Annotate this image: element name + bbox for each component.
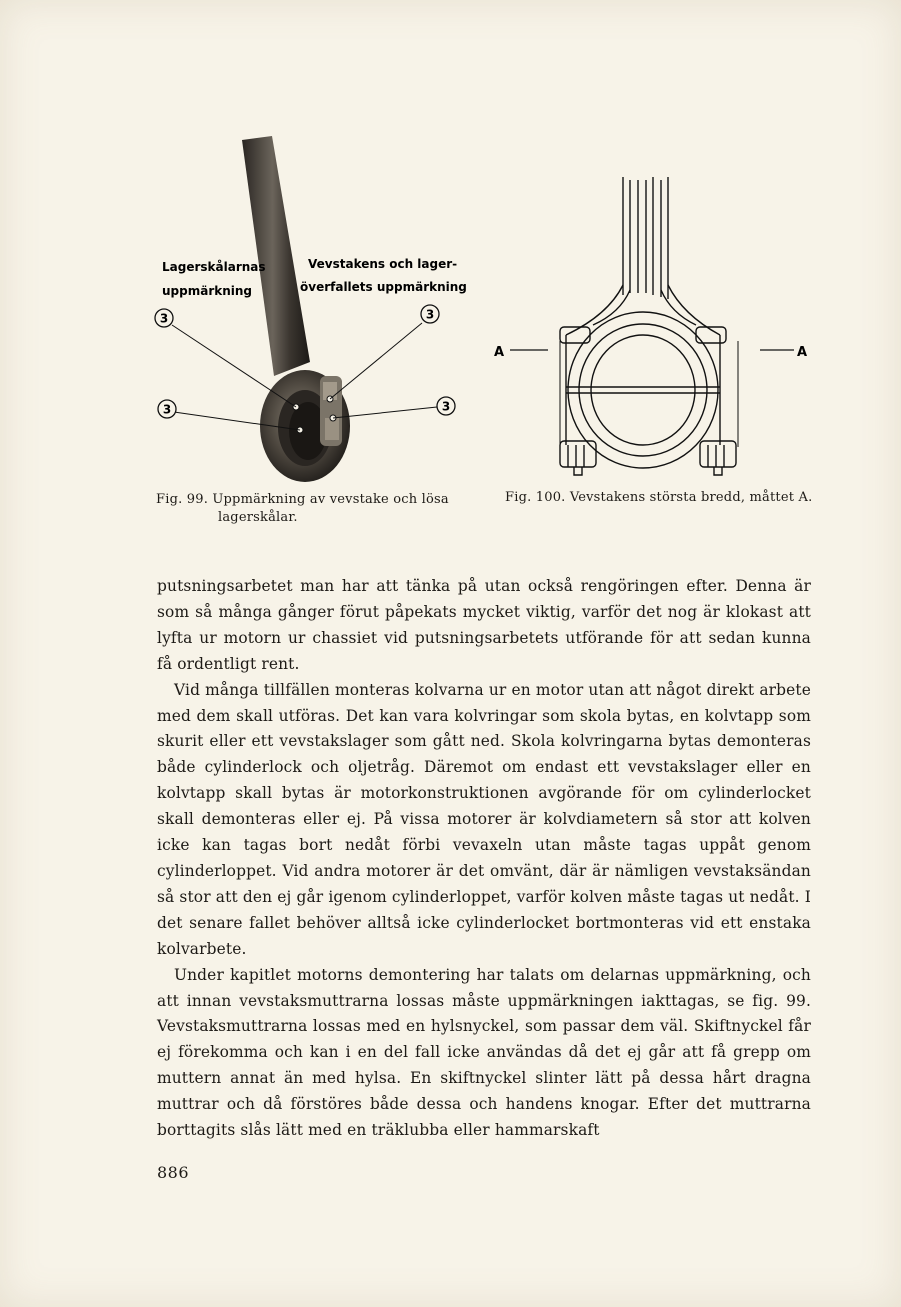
svg-text:3: 3 <box>159 311 169 326</box>
rod-shank <box>242 136 310 376</box>
figure-100-caption: Fig. 100. Vevstakens största bredd, måttet A. <box>505 490 813 505</box>
label-rod-cap-marking-2: överfallets uppmärkning <box>300 280 467 294</box>
label-bearing-shell-marking-2: uppmärkning <box>162 284 253 298</box>
svg-text:3: 3 <box>425 307 435 322</box>
figure-99-caption-line2: lagerskålar. <box>218 510 298 525</box>
figure-100-rod-width-drawing <box>488 175 818 485</box>
callout-marker <box>437 397 455 415</box>
dimension-label-left: A <box>494 345 505 360</box>
paragraph-piston-removal: Vid många tillfällen monteras kolvarna ur en motor utan att något direkt arbete med dem skall utföras. Det kan vara kolvringar som skola bytas, en kolvtapp som skurit eller ett vevstakslager som gått ned. Skola kolvringarna bytas demonteras både cylinderlock och oljetråg. Däremot om endast ett vevstakslager eller en kolvtapp skall bytas är motorkonstruktionen avgörande för om cylinderlocket skall demonteras eller ej. På vissa motorer är kolvdiametern så stor att kolven icke kan tagas bort nedåt förbi vevaxeln utan måste tagas uppåt genom cylinderloppet. Vid andra motorer är det omvänt, där är nämligen vevstaksändan så stor att den ej går igenom cylinderloppet, varför kolven måste tagas ut nedåt. I det senare fallet behöver alltså icke cylinderlocket bortmonteras vid ett enstaka kolvarbete. <box>157 680 811 958</box>
page-number: 886 <box>157 1163 190 1182</box>
callout-marker <box>155 309 173 327</box>
dimension-label-right: A <box>797 345 808 360</box>
callout-marker <box>421 305 439 323</box>
label-bearing-shell-marking: Lagerskålarnas <box>162 260 266 274</box>
svg-text:3: 3 <box>162 402 172 417</box>
callout-marker <box>158 400 176 418</box>
figure-99-caption <box>156 491 466 527</box>
paragraph-rod-nuts: Under kapitlet motorns demontering har talats om delarnas uppmärkning, och att innan vevstaksmuttrarna lossas måste uppmärkningen iakttagas, se fig. 99. Vevstaksmuttrarna lossas med en hylsnyckel, som passar dem väl. Skiftnyckel får ej förekomma och kan i en del fall icke användas då det ej går att få grepp om muttern annat än med hylsa. En skiftnyckel slinter lätt på dessa hårt dragna muttrar och då förstöres både dessa och handens knogar. Efter det muttrarna borttagits slås lätt med en träklubba eller hammarskaft <box>157 965 811 1140</box>
body-text <box>157 574 811 1144</box>
figure-99-connecting-rod-photo <box>150 136 480 486</box>
svg-text:3: 3 <box>441 399 451 414</box>
paragraph-continuation: putsningsarbetet man har att tänka på utan också rengöringen efter. Denna är som så många gånger förut påpekats mycket viktig, varför det nog är klokast att lyfta ur motorn ur chassiet vid putsningsarbetets utförande för att sedan kunna få ordentligt rent. <box>157 577 811 673</box>
label-rod-cap-marking: Vevstakens och lager- <box>308 257 458 271</box>
figure-99-caption-line1: Fig. 99. Uppmärkning av vevstake och lösa <box>156 492 449 507</box>
